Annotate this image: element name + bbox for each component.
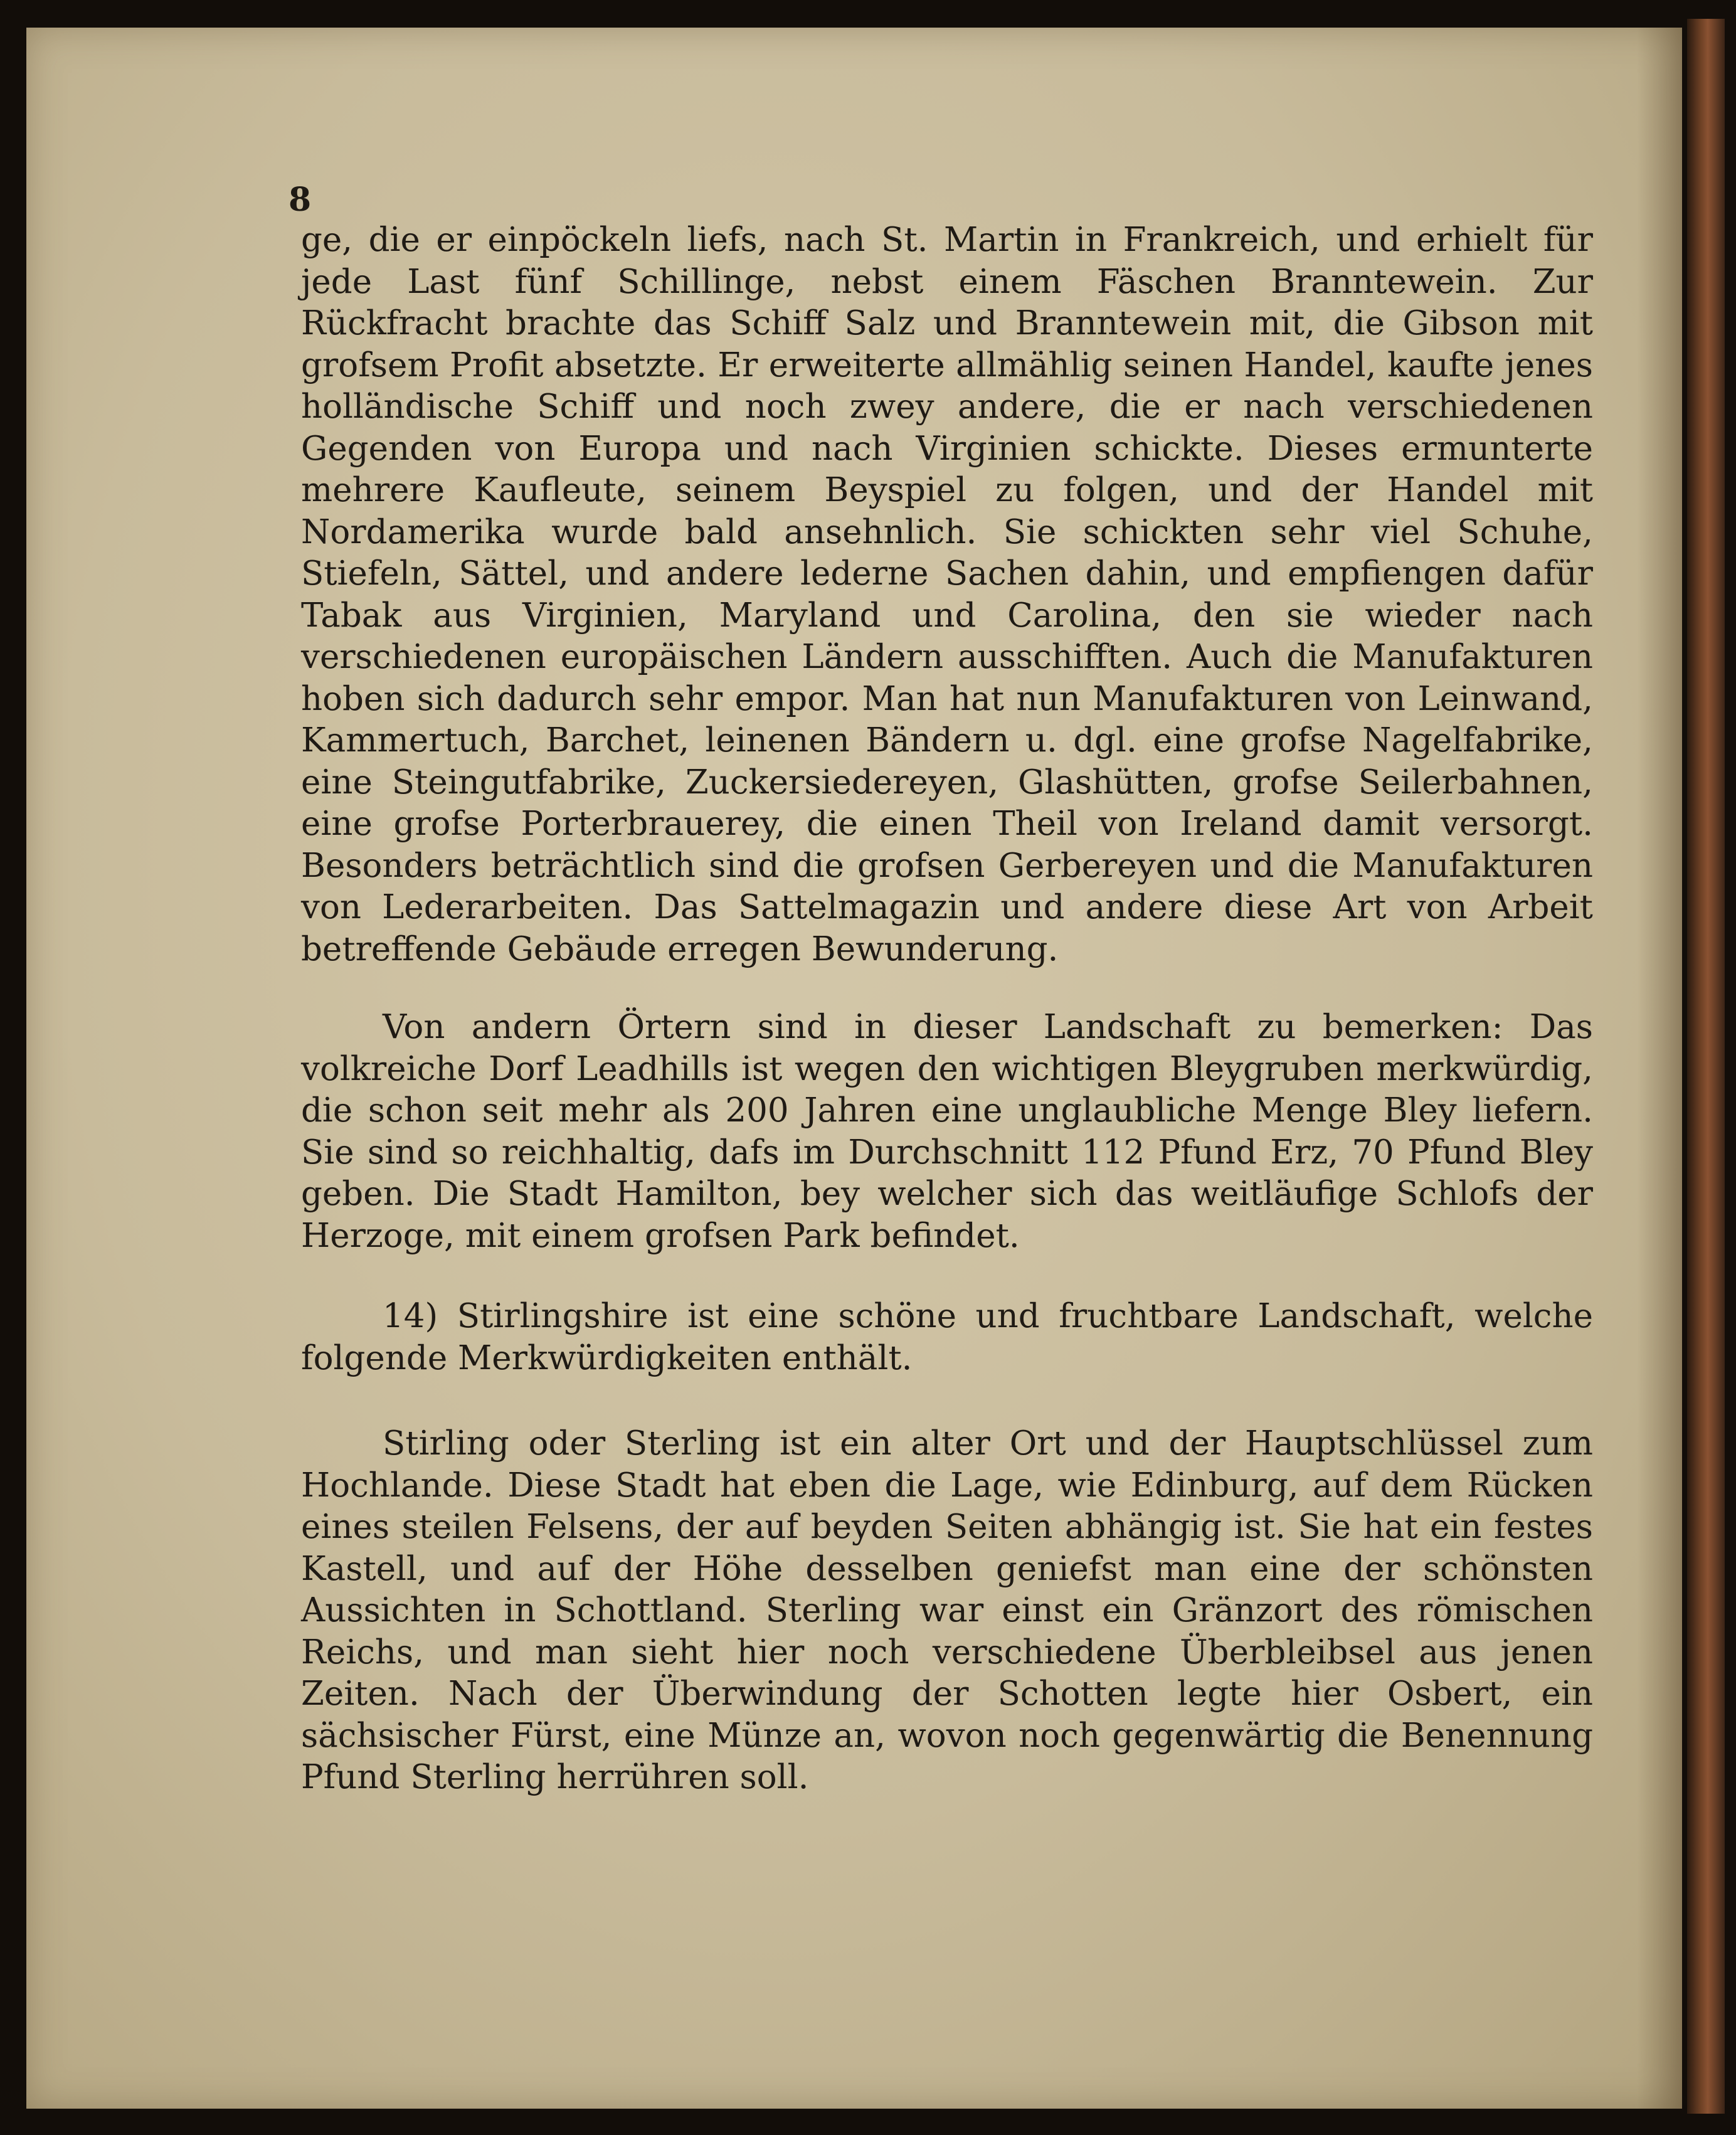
paragraph-stirling: Stirling oder Sterling ist ein alter Ort und der Hauptschlüssel zum Hochlande. Diese Stadt hat eben die Lage, wie Edinburg, auf dem Rücken eines steilen Felsens, der auf beyden Seiten abhängig ist. Sie hat ein festes Kastell, und auf der Höhe desselben geniefst man eine der schönsten Aussichten in Schottland. Sterling war einst ein Gränzort des römischen Reichs, und man sieht hier noch verschiedene Überbleibsel aus jenen Zeiten. Nach der Überwindung der Schotten legte hier Osbert, ein sächsischer Fürst, eine Münze an, wovon noch gegenwärtig die Benennung Pfund Sterling herrühren soll. [301, 1424, 1593, 1796]
book-page-edges [1687, 19, 1725, 2114]
paragraph-other-places: Von andern Örtern sind in dieser Landschaft zu bemerken: Das volkreiche Dorf Leadhills ist wegen den wichtigen Bleygruben merkwürdig, die schon seit mehr als 200 Jahren eine unglaubliche Menge Bley liefern. Sie sind so reichhaltig, dafs im Durchschnitt 112 Pfund Erz, 70 Pfund Bley geben. Die Stadt Hamilton, bey welcher sich das weitläufige Schlofs der Herzoge, mit einem grofsen Park befindet. [301, 1008, 1593, 1255]
page-number: 8 [288, 181, 312, 219]
gutter-shadow [1637, 28, 1682, 2109]
page-body [301, 220, 1593, 1799]
paragraph-stirlingshire: 14) Stirlingshire ist eine schöne und fruchtbare Landschaft, welche folgende Merkwürdigkeiten enthält. [301, 1297, 1593, 1377]
paragraph-continuation: ge, die er einpöckeln liefs, nach St. Martin in Frankreich, und erhielt für jede Last fünf Schillinge, nebst einem Fäschen Branntewein. Zur Rückfracht brachte das Schiff Salz und Branntewein mit, die Gibson mit grofsem Profit absetzte. Er erweiterte allmählig seinen Handel, kaufte jenes holländische Schiff und noch zwey andere, die er nach verschiedenen Gegenden von Europa und nach Virginien schickte. Dieses ermunterte mehrere Kaufleute, seinem Beyspiel zu folgen, und der Handel mit Nordamerika wurde bald ansehnlich. Sie schickten sehr viel Schuhe, Stiefeln, Sättel, und andere lederne Sachen dahin, und empfiengen dafür Tabak aus Virginien, Maryland und Carolina, den sie wieder nach verschiedenen europäischen Ländern ausschifften. Auch die Manufakturen hoben sich dadurch sehr empor. Man hat nun Manufakturen von Leinwand, Kammertuch, Barchet, leinenen Bändern u. dgl. eine grofse Nagelfabrike, eine Steingutfabrike, Zuckersiedereyen, Glashütten, grofse Seilerbahnen, eine grofse Porterbrauerey, die einen Theil von Ireland damit versorgt. Besonders beträchtlich sind die grofsen Gerbereyen und die Manufakturen von Lederarbeiten. Das Sattelmagazin und andere diese Art von Arbeit betreffende Gebäude erregen Bewunderung. [301, 221, 1593, 968]
